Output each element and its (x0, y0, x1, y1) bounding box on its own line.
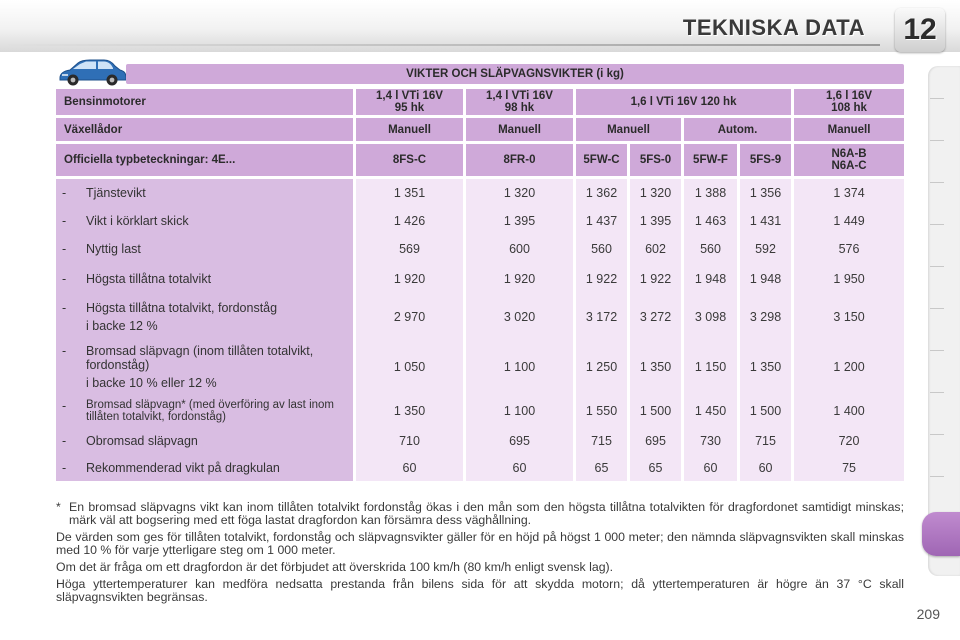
value-cell: 695 (466, 427, 576, 454)
value-cell: 1 437 (576, 207, 630, 235)
row-label (56, 207, 356, 235)
row-label (56, 394, 356, 427)
table-row (56, 263, 904, 294)
chapter-tab-divider (930, 98, 944, 99)
gearbox-cell: Manuell (466, 118, 576, 144)
weights-table (56, 89, 904, 481)
row-label (56, 263, 356, 294)
row-label (56, 235, 356, 263)
value-cell: 60 (466, 454, 576, 481)
value-cell: 1 250 (576, 340, 630, 394)
value-cell: 60 (740, 454, 794, 481)
type-cell: 5FW-C (576, 144, 630, 179)
value-cell: 560 (576, 235, 630, 263)
row-label-subtext: i backe 12 % (86, 319, 158, 333)
gearbox-cell: Manuell (576, 118, 684, 144)
page-title: TEKNISKA DATA (682, 15, 865, 40)
notes-section (56, 501, 904, 608)
chapter-tab-active[interactable] (922, 512, 960, 556)
table-row (56, 207, 904, 235)
value-cell: 3 172 (576, 294, 630, 340)
row-dash: - (62, 186, 67, 200)
value-cell: 715 (740, 427, 794, 454)
row-label-text: Obromsad släpvagn (86, 433, 198, 448)
engine-header-cell (794, 89, 904, 118)
value-cell: 730 (684, 427, 740, 454)
value-cell: 1 920 (356, 263, 466, 294)
value-cell: 1 948 (684, 263, 740, 294)
value-cell: 1 320 (466, 179, 576, 207)
value-cell: 600 (466, 235, 576, 263)
engine-header-cell: 1,6 l VTi 16V 120 hk (576, 89, 794, 118)
row-dash: - (62, 398, 67, 413)
value-cell: 1 362 (576, 179, 630, 207)
note-paragraph: Om det är fråga om ett dragfordon är det förbjudet att överskrida 100 km/h (80 km/h enligt svensk lag). (56, 560, 614, 574)
engine-name-line: 1,4 l VTi 16V (486, 90, 553, 102)
value-cell: 65 (576, 454, 630, 481)
value-cell: 3 150 (794, 294, 904, 340)
table-title: VIKTER OCH SLÄPVAGNSVIKTER (i kg) (126, 64, 904, 84)
value-cell: 1 388 (684, 179, 740, 207)
note-paragraph: De värden som ges för tillåten totalvikt, fordonståg och släpvagnsvikter gäller för en höjd på högst 1 000 meter; den nämnda släpvagnsvikten skall minskas med 10 % för varje ytterligare steg om 1 000 meter. (56, 530, 904, 557)
type-row-label: Officiella typbeteckningar: 4E... (56, 144, 356, 179)
value-cell: 1 500 (740, 394, 794, 427)
table-row (56, 294, 904, 340)
value-cell: 1 320 (630, 179, 684, 207)
footnote-text: En bromsad släpvagns vikt kan inom tillåten totalvikt fordonståg ökas i den mån som den högsta tillåtna totalvikten för dragfordonet samtidigt minskas; märk väl att bogsering med ett föga lastat dragfordon kan försämra dess väghållning. (69, 500, 904, 527)
row-label-text: Vikt i körklart skick (86, 214, 189, 228)
value-cell: 1 500 (630, 394, 684, 427)
value-cell: 1 350 (630, 340, 684, 394)
value-cell: 592 (740, 235, 794, 263)
chapter-tab-divider (930, 392, 944, 393)
row-dash: - (62, 344, 67, 358)
value-cell: 720 (794, 427, 904, 454)
engine-power-line: 98 hk (504, 102, 535, 114)
value-cell: 1 100 (466, 340, 576, 394)
row-label-text: Bromsad släpvagn (inom tillåten totalvikt, fordonståg) (86, 344, 314, 372)
value-cell: 602 (630, 235, 684, 263)
value-cell: 3 298 (740, 294, 794, 340)
row-label-text: Högsta tillåtna totalvikt (86, 271, 212, 286)
chapter-number-badge: 12 (895, 8, 945, 52)
value-cell: 65 (630, 454, 684, 481)
type-cell: 5FW-F (684, 144, 740, 179)
value-cell: 1 431 (740, 207, 794, 235)
value-cell: 1 400 (794, 394, 904, 427)
chapter-tab-divider (930, 434, 944, 435)
chapter-tab-divider (930, 182, 944, 183)
type-cell: 5FS-0 (630, 144, 684, 179)
value-cell: 715 (576, 427, 630, 454)
value-cell: 3 098 (684, 294, 740, 340)
page-number: 209 (916, 606, 940, 622)
value-cell: 1 922 (576, 263, 630, 294)
car-icon (56, 56, 128, 88)
row-label (56, 179, 356, 207)
gearbox-header-row (56, 118, 904, 144)
value-cell: 710 (356, 427, 466, 454)
value-cell: 1 356 (740, 179, 794, 207)
row-dash: - (62, 271, 67, 286)
gearbox-cell: Manuell (356, 118, 466, 144)
value-cell: 1 948 (740, 263, 794, 294)
value-cell: 1 950 (794, 263, 904, 294)
engine-power-line: 95 hk (394, 102, 425, 114)
value-cell: 1 200 (794, 340, 904, 394)
row-dash: - (62, 214, 67, 228)
type-cell: 5FS-9 (740, 144, 794, 179)
value-cell: 1 922 (630, 263, 684, 294)
type-header-row (56, 144, 904, 179)
row-label-subtext: i backe 10 % eller 12 % (86, 376, 217, 390)
row-label (56, 340, 356, 394)
value-cell: 695 (630, 427, 684, 454)
value-cell: 2 970 (356, 294, 466, 340)
row-dash: - (62, 460, 67, 475)
value-cell: 1 450 (684, 394, 740, 427)
value-cell: 1 463 (684, 207, 740, 235)
value-cell: 75 (794, 454, 904, 481)
value-cell: 1 550 (576, 394, 630, 427)
type-code-line: N6A-B (831, 148, 867, 160)
engine-header-cell (356, 89, 466, 118)
value-cell: 1 350 (740, 340, 794, 394)
chapter-tab-rail (928, 66, 960, 576)
row-dash: - (62, 433, 67, 448)
value-cell: 1 395 (630, 207, 684, 235)
row-label-text: Rekommenderad vikt på dragkulan (86, 460, 280, 475)
row-label-text: Bromsad släpvagn* (med överföring av last inom tillåten totalvikt, fordonståg) (86, 398, 335, 423)
table-row (56, 340, 904, 394)
type-code-line: N6A-C (831, 160, 867, 172)
value-cell: 1 374 (794, 179, 904, 207)
row-label-text: Högsta tillåtna totalvikt, fordonståg (86, 301, 278, 315)
table-row (56, 235, 904, 263)
row-dash: - (62, 301, 67, 315)
footnote (56, 501, 904, 527)
value-cell: 1 050 (356, 340, 466, 394)
gearbox-cell: Manuell (794, 118, 904, 144)
value-cell: 60 (684, 454, 740, 481)
value-cell: 3 272 (630, 294, 684, 340)
table-row (56, 454, 904, 481)
note-paragraph: Höga yttertemperaturer kan medföra nedsatta prestanda från bilens sida för att skydda motorn; då yttertemperaturen är högre än 37 °C skall släpvagnsvikten begränsas. (56, 577, 904, 604)
chapter-tab-divider (930, 308, 944, 309)
row-label (56, 427, 356, 454)
value-cell: 1 350 (356, 394, 466, 427)
value-cell: 1 920 (466, 263, 576, 294)
value-cell: 60 (356, 454, 466, 481)
row-label-text: Nyttig last (86, 242, 141, 256)
chapter-tab-divider (930, 476, 944, 477)
value-cell: 1 395 (466, 207, 576, 235)
value-cell: 1 426 (356, 207, 466, 235)
header-rule (0, 44, 880, 46)
gearbox-cell: Autom. (684, 118, 794, 144)
engine-name-line: 1,4 l VTi 16V (376, 90, 443, 102)
engine-power-line: 108 hk (831, 102, 867, 114)
gearbox-row-label: Växellådor (56, 118, 356, 144)
chapter-tab-divider (930, 140, 944, 141)
row-dash: - (62, 242, 67, 256)
value-cell: 1 449 (794, 207, 904, 235)
engine-header-row (56, 89, 904, 118)
value-cell: 576 (794, 235, 904, 263)
table-row (56, 179, 904, 207)
value-cell: 560 (684, 235, 740, 263)
table-row (56, 394, 904, 427)
row-label-text: Tjänstevikt (86, 186, 146, 200)
engine-name-line: 1,6 l 16V (826, 90, 873, 102)
engine-header-cell (466, 89, 576, 118)
table-row (56, 427, 904, 454)
value-cell: 569 (356, 235, 466, 263)
value-cell: 1 351 (356, 179, 466, 207)
engine-row-label: Bensinmotorer (56, 89, 356, 118)
row-label (56, 294, 356, 340)
footnote-mark: * (56, 500, 61, 514)
chapter-tab-divider (930, 266, 944, 267)
chapter-tab-divider (930, 350, 944, 351)
row-label (56, 454, 356, 481)
chapter-tab-divider (930, 224, 944, 225)
value-cell: 1 100 (466, 394, 576, 427)
type-cell: 8FR-0 (466, 144, 576, 179)
type-cell: 8FS-C (356, 144, 466, 179)
value-cell: 3 020 (466, 294, 576, 340)
type-cell (794, 144, 904, 179)
value-cell: 1 150 (684, 340, 740, 394)
